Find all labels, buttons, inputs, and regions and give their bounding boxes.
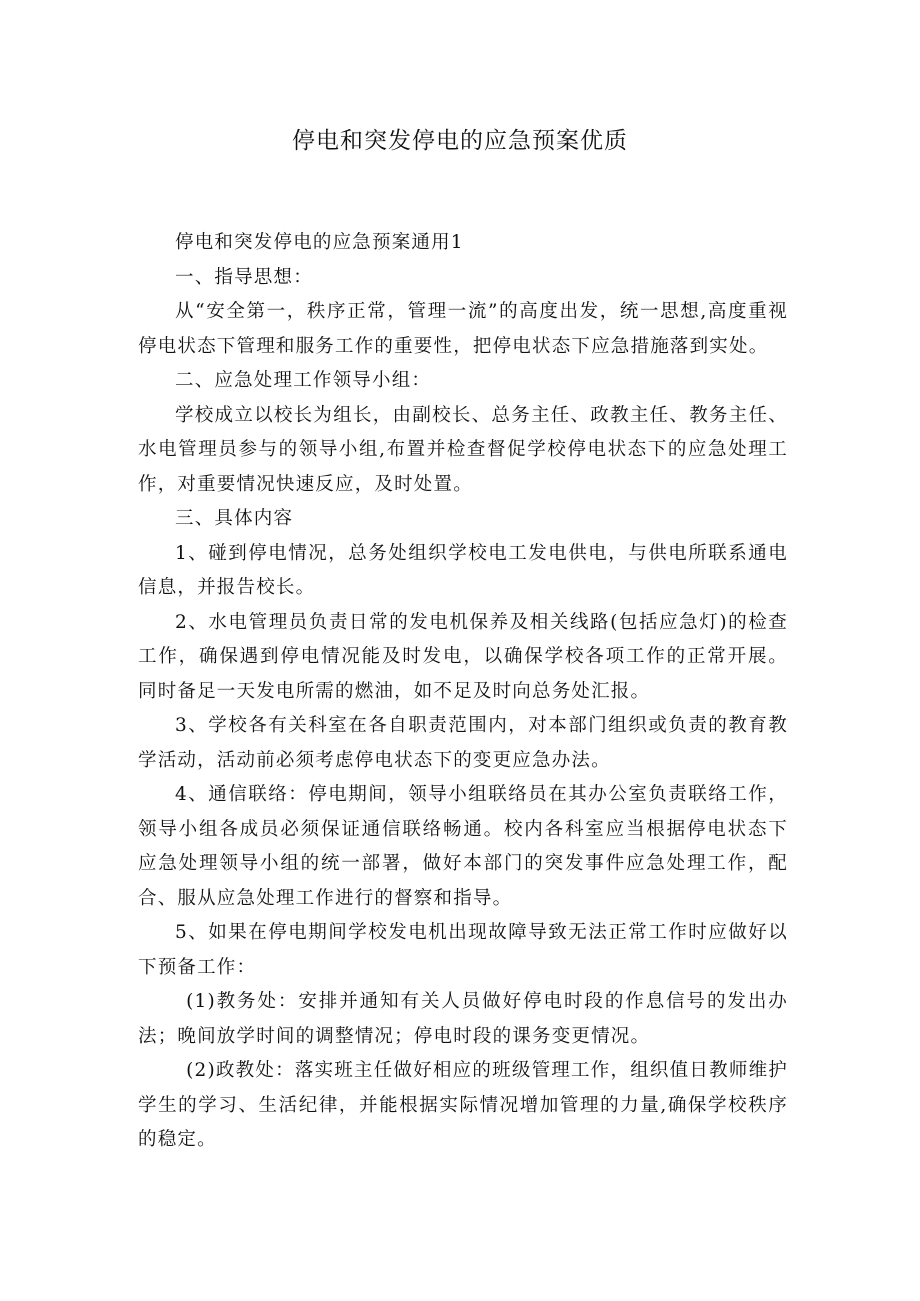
- paragraph: 5、如果在停电期间学校发电机出现故障导致无法正常工作时应做好以下预备工作：: [138, 922, 788, 978]
- document-title: 停电和突发停电的应急预案优质: [292, 128, 628, 154]
- paragraph: 3、学校各有关科室在各自职责范围内，对本部门组织或负责的教育教学活动，活动前必须考虑停电状态下的变更应急办法。: [138, 715, 788, 771]
- paragraph: 从“安全第一，秩序正常，管理一流”的高度出发，统一思想,高度重视停电状态下管理和服务工作的重要性，把停电状态下应急措施落到实处。: [138, 301, 788, 357]
- sub-paragraph: (2)政教处：落实班主任做好相应的班级管理工作，组织值日教师维护学生的学习、生活纪律，并能根据实际情况增加管理的力量,确保学校秩序的稳定。: [138, 1060, 788, 1150]
- document-body: [138, 226, 788, 1158]
- paragraph: 2、水电管理员负责日常的发电机保养及相关线路(包括应急灯)的检查工作，确保遇到停电情况能及时发电，以确保学校各项工作的正常开展。同时备足一天发电所需的燃油，如不足及时向总务处汇报。: [138, 611, 788, 702]
- subtitle-paragraph: 停电和突发停电的应急预案通用1: [175, 232, 464, 253]
- section-heading-leadership-group: 二、应急处理工作领导小组：: [175, 370, 432, 391]
- paragraph: 4、通信联络：停电期间，领导小组联络员在其办公室负责联络工作，领导小组各成员必须保证通信联络畅通。校内各科室应当根据停电状态下应急处理领导小组的统一部署，做好本部门的突发事件应急处理工作，配合、服从应急处理工作进行的督察和指导。: [138, 784, 788, 909]
- paragraph: 学校成立以校长为组长，由副校长、总务主任、政教主任、教务主任、水电管理员参与的领导小组,布置并检查督促学校停电状态下的应急处理工作，对重要情况快速反应，及时处置。: [138, 404, 788, 495]
- section-heading-specific-content: 三、具体内容: [175, 508, 294, 529]
- paragraph: 1、碰到停电情况，总务处组织学校电工发电供电，与供电所联系通电信息，并报告校长。: [138, 542, 788, 598]
- sub-paragraph: (1)教务处：安排并通知有关人员做好停电时段的作息信号的发出办法；晚间放学时间的调整情况；停电时段的课务变更情况。: [138, 991, 788, 1047]
- section-heading-guiding-thought: 一、指导思想：: [175, 266, 313, 288]
